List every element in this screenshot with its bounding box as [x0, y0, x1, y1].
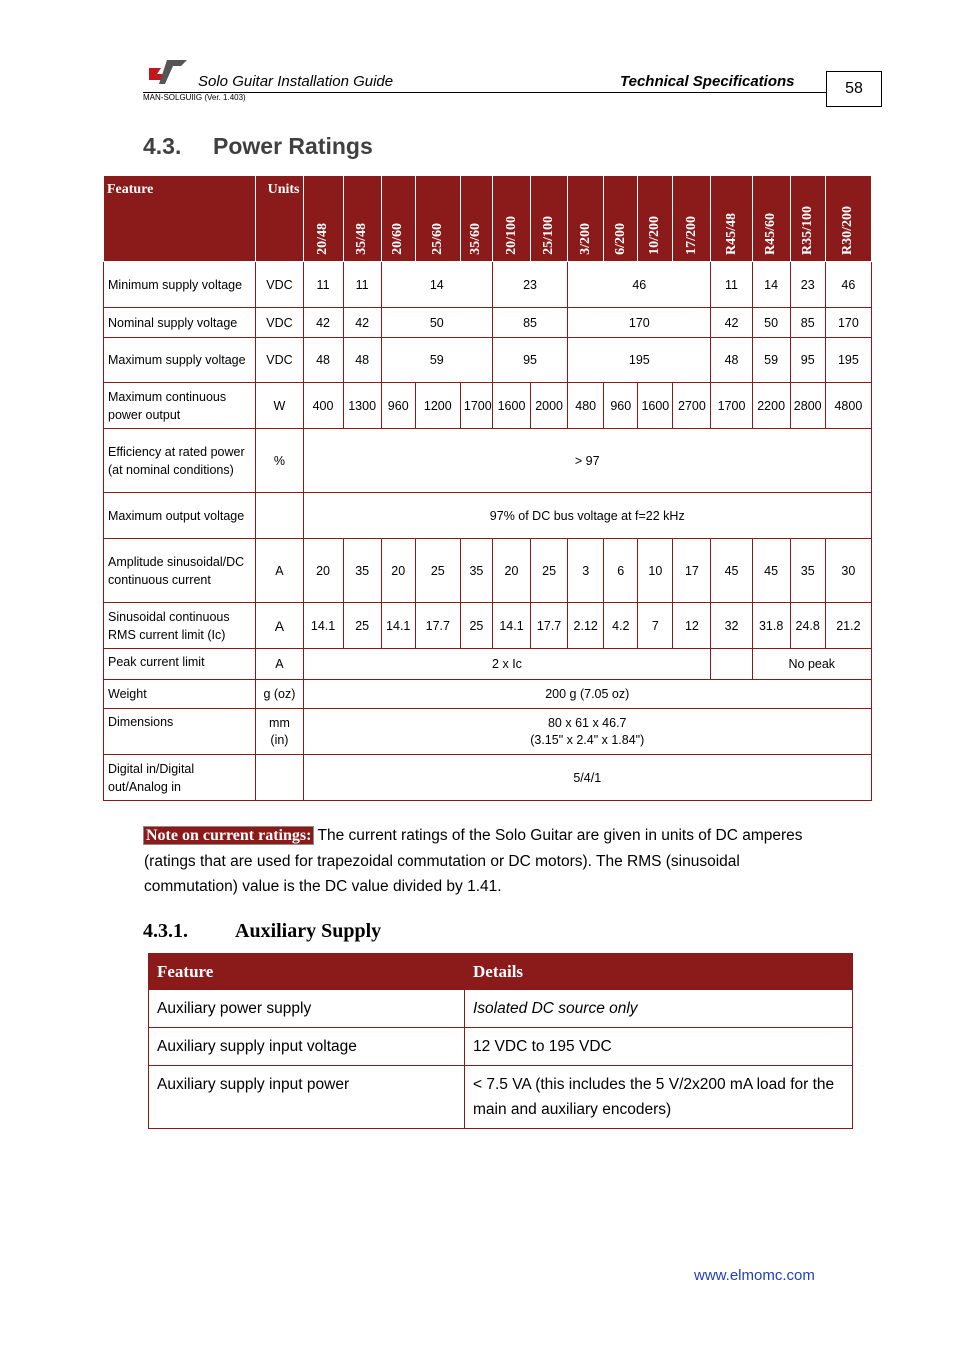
unit-cell: g (oz)	[256, 680, 303, 709]
value-cell: 14	[752, 262, 790, 308]
table-row	[104, 680, 872, 709]
value-cell: 35	[343, 539, 381, 603]
model-header: R45/48	[711, 176, 752, 262]
feature-cell: Auxiliary supply input power	[149, 1066, 465, 1129]
power-ratings-table	[103, 175, 872, 801]
feature-cell: Amplitude sinusoidal/DC continuous current	[104, 539, 256, 603]
value-cell: 24.8	[790, 603, 825, 649]
model-header: 10/200	[638, 176, 673, 262]
page-number: 58	[826, 71, 882, 107]
details-cell: < 7.5 VA (this includes the 5 V/2x200 mA load for the main and auxiliary encoders)	[465, 1066, 853, 1129]
value-cell: 14.1	[492, 603, 530, 649]
value-cell: 95	[790, 338, 825, 383]
table-row	[149, 1028, 853, 1066]
value-cell: 85	[492, 308, 567, 338]
value-cell: 1200	[415, 383, 460, 429]
value-cell: 42	[711, 308, 752, 338]
value-cell: 23	[492, 262, 567, 308]
value-cell: 10	[638, 539, 673, 603]
value-cell: 59	[752, 338, 790, 383]
table-row	[104, 649, 872, 680]
unit-cell: VDC	[256, 262, 303, 308]
value-cell: 14.1	[303, 603, 343, 649]
value-cell: 4800	[825, 383, 871, 429]
value-cell: 14.1	[381, 603, 415, 649]
model-header: 25/100	[531, 176, 568, 262]
unit-cell	[256, 755, 303, 801]
feature-header: Feature	[149, 954, 465, 990]
details-cell: Isolated DC source only	[465, 990, 853, 1028]
value-cell: 2800	[790, 383, 825, 429]
model-header: R45/60	[752, 176, 790, 262]
value-cell: 4.2	[604, 603, 638, 649]
value-cell: 21.2	[825, 603, 871, 649]
value-cell: 3	[568, 539, 604, 603]
table-row	[149, 1066, 853, 1129]
value-cell: 48	[711, 338, 752, 383]
value-cell: 2200	[752, 383, 790, 429]
table-row	[104, 429, 872, 493]
units-header: Units	[256, 176, 303, 262]
value-cell: 5/4/1	[303, 755, 872, 801]
value-cell: 170	[825, 308, 871, 338]
footer-link[interactable]: www.elmomc.com	[694, 1267, 815, 1284]
table-row	[104, 383, 872, 429]
table-row	[104, 493, 872, 539]
value-cell: 48	[343, 338, 381, 383]
value-cell: 42	[343, 308, 381, 338]
table-row	[104, 338, 872, 383]
value-cell: 31.8	[752, 603, 790, 649]
feature-cell: Efficiency at rated power (at nominal conditions)	[104, 429, 256, 493]
value-cell: 200 g (7.05 oz)	[303, 680, 872, 709]
value-cell: 195	[568, 338, 711, 383]
value-cell	[303, 709, 872, 755]
value-cell: 1600	[492, 383, 530, 429]
value-cell: No peak	[752, 649, 871, 680]
feature-cell: Minimum supply voltage	[104, 262, 256, 308]
value-cell: 59	[381, 338, 492, 383]
value-cell: 35	[460, 539, 492, 603]
table-row	[149, 990, 853, 1028]
feature-cell: Nominal supply voltage	[104, 308, 256, 338]
value-cell: 25	[531, 539, 568, 603]
value-cell: 1700	[460, 383, 492, 429]
model-header: R35/100	[790, 176, 825, 262]
feature-cell: Peak current limit	[104, 649, 256, 680]
value-cell: 46	[825, 262, 871, 308]
model-header: 17/200	[673, 176, 711, 262]
value-cell: 32	[711, 603, 752, 649]
model-header: 20/60	[381, 176, 415, 262]
unit-line: mm	[269, 715, 290, 730]
table-header-row	[149, 954, 853, 990]
value-line: (3.15" x 2.4" x 1.84")	[530, 732, 645, 747]
value-cell: 50	[381, 308, 492, 338]
model-header: 20/100	[492, 176, 530, 262]
value-cell: 45	[711, 539, 752, 603]
value-cell: 12	[673, 603, 711, 649]
table-row	[104, 755, 872, 801]
value-cell: 25	[415, 539, 460, 603]
value-cell: 6	[604, 539, 638, 603]
subsection-number: 4.3.1.	[143, 920, 188, 942]
value-cell: 17	[673, 539, 711, 603]
value-cell: 48	[303, 338, 343, 383]
feature-cell: Maximum supply voltage	[104, 338, 256, 383]
value-cell: 23	[790, 262, 825, 308]
feature-cell: Auxiliary power supply	[149, 990, 465, 1028]
model-header: 35/48	[343, 176, 381, 262]
value-cell: 11	[343, 262, 381, 308]
unit-line: (in)	[270, 732, 289, 747]
value-cell: 50	[752, 308, 790, 338]
value-cell: 25	[460, 603, 492, 649]
table-row	[104, 308, 872, 338]
unit-cell: A	[256, 603, 303, 649]
table-row	[104, 709, 872, 755]
subsection-heading	[143, 920, 381, 943]
value-cell: > 97	[303, 429, 872, 493]
value-cell: 1600	[638, 383, 673, 429]
feature-cell: Digital in/Digital out/Analog in	[104, 755, 256, 801]
value-cell: 195	[825, 338, 871, 383]
value-cell	[711, 649, 752, 680]
unit-cell: A	[256, 649, 303, 680]
value-cell: 46	[568, 262, 711, 308]
value-cell: 20	[492, 539, 530, 603]
unit-cell: %	[256, 429, 303, 493]
value-cell: 2700	[673, 383, 711, 429]
model-header: R30/200	[825, 176, 871, 262]
value-cell: 97% of DC bus voltage at f=22 kHz	[303, 493, 872, 539]
value-cell: 170	[568, 308, 711, 338]
unit-cell: VDC	[256, 338, 303, 383]
value-line: 80 x 61 x 46.7	[547, 715, 627, 730]
model-header: 6/200	[604, 176, 638, 262]
unit-cell: W	[256, 383, 303, 429]
value-cell: 2.12	[568, 603, 604, 649]
unit-cell: VDC	[256, 308, 303, 338]
feature-cell: Maximum output voltage	[104, 493, 256, 539]
version-label: MAN-SOLGUIIG (Ver. 1.403)	[143, 93, 246, 102]
value-cell: 20	[381, 539, 415, 603]
section-heading	[143, 133, 373, 160]
unit-cell: A	[256, 539, 303, 603]
value-cell: 45	[752, 539, 790, 603]
section-heading-text: Power Ratings	[213, 133, 373, 159]
value-cell: 1700	[711, 383, 752, 429]
value-cell: 20	[303, 539, 343, 603]
model-header: 3/200	[568, 176, 604, 262]
value-cell: 14	[381, 262, 492, 308]
value-cell: 1300	[343, 383, 381, 429]
table-header-row	[104, 176, 872, 262]
value-cell: 85	[790, 308, 825, 338]
auxiliary-supply-table	[148, 953, 853, 1129]
value-cell: 2000	[531, 383, 568, 429]
section-number: 4.3.	[143, 133, 182, 159]
feature-cell: Sinusoidal continuous RMS current limit (Ic)	[104, 603, 256, 649]
value-cell: 11	[303, 262, 343, 308]
unit-cell	[256, 709, 303, 755]
value-cell: 25	[343, 603, 381, 649]
value-cell: 960	[604, 383, 638, 429]
details-header: Details	[465, 954, 853, 990]
note-label: Note on current ratings:	[146, 827, 312, 844]
value-cell: 400	[303, 383, 343, 429]
table-row	[104, 603, 872, 649]
value-cell: 480	[568, 383, 604, 429]
value-cell: 95	[492, 338, 567, 383]
value-cell: 960	[381, 383, 415, 429]
model-header: 20/48	[303, 176, 343, 262]
table-row	[104, 262, 872, 308]
value-cell: 30	[825, 539, 871, 603]
value-cell: 7	[638, 603, 673, 649]
feature-cell: Dimensions	[104, 709, 256, 755]
current-ratings-note	[144, 823, 834, 900]
value-cell: 2 x Ic	[303, 649, 711, 680]
value-cell: 17.7	[415, 603, 460, 649]
feature-cell: Auxiliary supply input voltage	[149, 1028, 465, 1066]
table-row	[104, 539, 872, 603]
model-header: 25/60	[415, 176, 460, 262]
value-cell: 11	[711, 262, 752, 308]
value-cell: 35	[790, 539, 825, 603]
document-title: Solo Guitar Installation Guide	[198, 73, 394, 90]
details-cell: 12 VDC to 195 VDC	[465, 1028, 853, 1066]
section-title: Technical Specifications	[620, 73, 795, 90]
feature-cell: Weight	[104, 680, 256, 709]
unit-cell	[256, 493, 303, 539]
subsection-heading-text: Auxiliary Supply	[235, 920, 382, 942]
model-header: 35/60	[460, 176, 492, 262]
value-cell: 42	[303, 308, 343, 338]
value-cell: 17.7	[531, 603, 568, 649]
feature-header: Feature	[104, 176, 256, 262]
note-text: The current ratings of the Solo Guitar are given in units of DC amperes (ratings that are used for trapezoidal commutation or DC motors). The RMS (sinusoidal commutation) value is the DC value divided by 1.41.	[144, 827, 803, 895]
feature-cell: Maximum continuous power output	[104, 383, 256, 429]
elmo-logo	[147, 58, 189, 86]
